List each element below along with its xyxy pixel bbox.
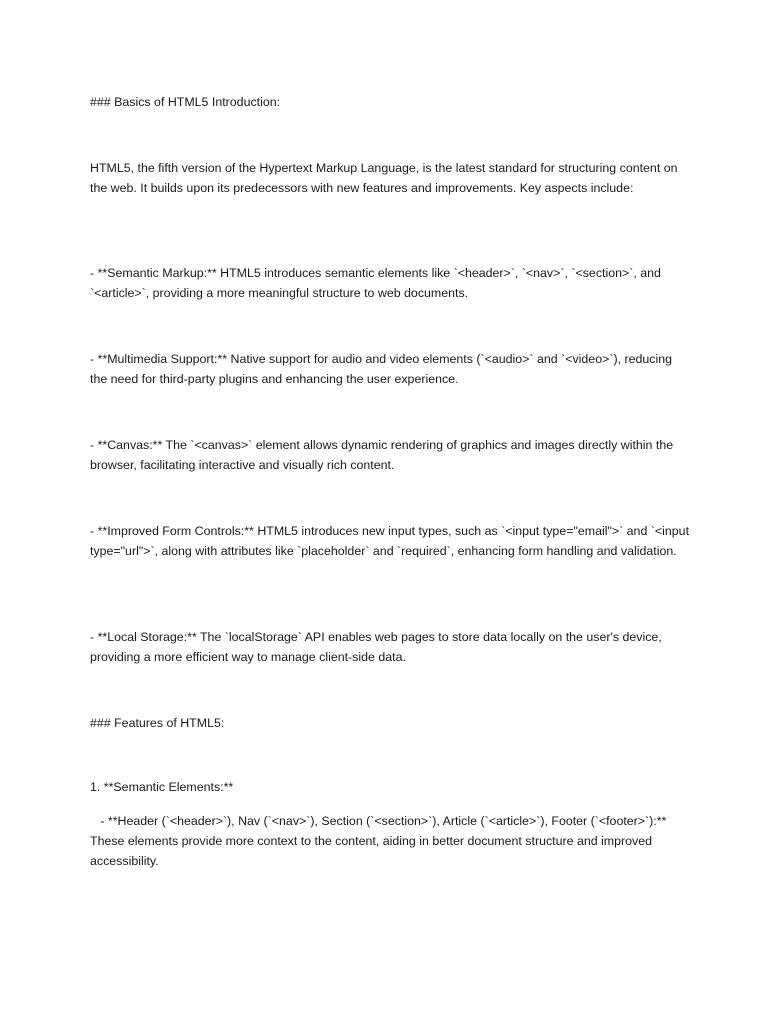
heading-features: ### Features of HTML5: bbox=[90, 716, 225, 730]
paragraph-introduction: HTML5, the fifth version of the Hypertext Markup Language, is the latest standard for structuring content on the web. It builds upon its predecessors with new features and improvements. Key aspects include: bbox=[90, 161, 681, 195]
list-item-improved-form-controls: - **Improved Form Controls:** HTML5 introduces new input types, such as `<input type="email">` and `<input type="url">`, along with attributes like `placeholder` and `required`, enhancing form handling and validation. bbox=[90, 524, 693, 558]
list-item-multimedia-support: - **Multimedia Support:** Native support for audio and video elements (`<audio>` and `<video>`), reducing the need for third-party plugins and enhancing the user experience. bbox=[90, 352, 676, 386]
list-item-canvas: - **Canvas:** The `<canvas>` element allows dynamic rendering of graphics and images directly within the browser, facilitating interactive and visually rich content. bbox=[90, 438, 677, 472]
heading-basics: ### Basics of HTML5 Introduction: bbox=[90, 95, 281, 109]
list-subitem-semantic-elements-detail: - **Header (`<header>`), Nav (`<nav>`), Section (`<section>`), Article (`<article>`), Footer (`<footer>`):** These elements provide more context to the content, aiding in better document structure and improved accessibility. bbox=[90, 814, 670, 868]
list-item-semantic-elements: 1. **Semantic Elements:** bbox=[90, 780, 234, 794]
list-item-semantic-markup: - **Semantic Markup:** HTML5 introduces semantic elements like `<header>`, `<nav>`, `<section>`, and `<article>`, providing a more meaningful structure to web documents. bbox=[90, 266, 665, 300]
list-item-local-storage: - **Local Storage:** The `localStorage` API enables web pages to store data locally on the user's device, providing a more efficient way to manage client-side data. bbox=[90, 630, 666, 664]
